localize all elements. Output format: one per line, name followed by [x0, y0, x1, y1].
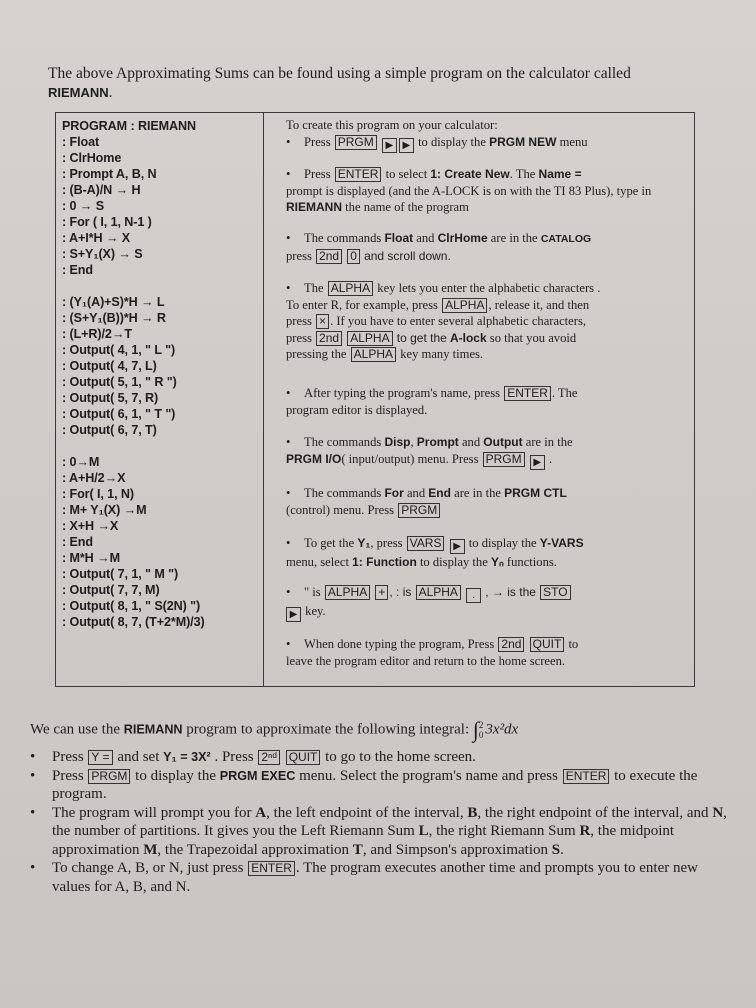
program-line: : 0→M	[62, 455, 100, 469]
var-n: N	[712, 804, 724, 821]
instruction-select	[286, 166, 666, 216]
prgm-key: PRGM	[398, 503, 440, 518]
menu-name: PRGM CTL	[504, 486, 567, 500]
integral-upper: 2	[478, 720, 484, 730]
program-line: : Output( 7, 7, M)	[62, 583, 160, 597]
enter-key: ENTER	[563, 769, 610, 784]
step-2	[30, 767, 730, 804]
instruction-text: to display the	[468, 536, 537, 550]
step-1	[30, 748, 730, 767]
alpha-key: ALPHA	[328, 281, 373, 296]
instruction-text: program editor is displayed.	[286, 402, 428, 417]
program-line: : (L+R)/2→T	[62, 327, 132, 341]
menu-name: PRGM NEW	[489, 134, 557, 149]
command-name: Output	[483, 435, 523, 449]
prompt-name: Name =	[538, 167, 582, 181]
usage-text: Press	[52, 767, 84, 784]
instruction-text: and	[461, 435, 481, 449]
multiply-key: ×	[316, 314, 329, 329]
prgm-key: PRGM	[88, 769, 130, 784]
intro-program-name: RIEMANN	[48, 85, 109, 100]
command-name: ClrHome	[437, 231, 488, 245]
alock-label: A-lock	[449, 330, 487, 345]
usage-text: To change A, B, or N, just press	[52, 860, 244, 876]
instruction-text: To get the	[304, 536, 355, 550]
intro-dot: .	[108, 84, 113, 101]
usage-text: , and Simpson's approximation	[362, 841, 549, 858]
alpha-key: ALPHA	[351, 347, 396, 362]
program-line: : Output( 4, 1, " L ")	[62, 343, 176, 357]
sto-key: STO	[540, 585, 570, 600]
enter-key: ENTER	[504, 386, 551, 401]
instruction-text: key lets you enter the alphabetic characters .	[377, 281, 601, 295]
instruction-commands	[286, 230, 666, 264]
var-l: L	[418, 823, 429, 839]
usage-text: and set	[117, 749, 160, 765]
usage-text: , the right endpoint of the interval, and	[477, 804, 709, 821]
program-line: : Output( 7, 1, " M ")	[62, 567, 179, 581]
instruction-text: pressing the	[286, 347, 347, 361]
program-line: : End	[62, 535, 93, 549]
right-arrow-key-icon: ▶	[399, 138, 414, 153]
usage-text: . The program executes another time and prompts you to enter new values for A, B, and N.	[52, 860, 698, 895]
instruction-vars	[286, 535, 666, 571]
bullet: •	[286, 281, 291, 295]
instruction-text: menu, select	[286, 555, 349, 569]
program-line: : For ( I, 1, N-1 )	[62, 215, 152, 229]
instruction-symbols	[286, 584, 666, 622]
instruction-create	[286, 117, 666, 153]
instruction-text: The commands	[304, 231, 382, 245]
usage-text: The program will prompt you for	[52, 804, 252, 821]
program-line	[62, 438, 205, 454]
usage-text: , the left endpoint of the interval,	[266, 804, 464, 821]
prgm-key: PRGM	[483, 452, 525, 467]
instruction-text: When done typing the program, Press	[304, 637, 495, 651]
program-line: : Output( 5, 7, R)	[62, 391, 159, 405]
program-name: RIEMANN	[123, 722, 183, 737]
instruction-text: to get the	[396, 330, 447, 345]
program-line: : A+I*H → X	[62, 231, 131, 245]
program-line: : (Y₁(A)+S)*H → L	[62, 295, 165, 309]
usage-text: .	[560, 841, 564, 858]
bullet: •	[286, 134, 291, 149]
usage-text: to execute the program.	[52, 767, 698, 802]
instruction-text: To create this program on your calculator:	[286, 118, 498, 132]
usage-section	[30, 717, 730, 896]
var-m: M	[143, 841, 158, 858]
2nd-key: 2nd	[498, 637, 524, 652]
program-line: : (S+Y₁(B))*H → R	[62, 311, 166, 325]
usage-text: to display the	[135, 767, 216, 784]
step-3	[30, 804, 730, 860]
usage-text: Press	[52, 749, 84, 765]
instruction-text: The commands	[304, 435, 382, 449]
program-line: : (B-A)/N → H	[62, 183, 141, 197]
instruction-text: ,	[410, 435, 414, 449]
instruction-io	[286, 434, 666, 470]
command-name: Prompt	[416, 435, 459, 449]
usage-text: menu. Select the program's name and press	[299, 767, 558, 784]
instruction-quit	[286, 636, 666, 669]
right-arrow-key-icon: ▶	[530, 455, 545, 470]
instruction-text: are in the	[490, 231, 538, 245]
instruction-text: to	[568, 637, 579, 651]
2nd-key: 2ⁿᵈ	[258, 750, 280, 765]
bullet: •	[286, 536, 291, 550]
step-4	[30, 859, 730, 896]
instruction-ctl	[286, 485, 666, 518]
zero-key: 0	[347, 249, 360, 264]
instruction-text: The	[304, 281, 324, 295]
program-line: : Output( 8, 1, " S(2N) ")	[62, 599, 201, 613]
bullet: •	[286, 585, 291, 599]
usage-text: , the right Riemann Sum	[428, 823, 576, 839]
2nd-key: 2nd	[316, 249, 342, 264]
alpha-key: ALPHA	[325, 585, 370, 600]
function-name: Y₁	[357, 536, 371, 550]
instruction-text: key.	[305, 604, 326, 618]
instruction-text: . The	[551, 386, 578, 400]
var-t: T	[352, 841, 363, 858]
instruction-text: functions.	[506, 555, 557, 569]
menu-name: PRGM I/O	[286, 451, 342, 466]
instruction-text: , release it, and then	[488, 297, 590, 312]
instruction-text: to display the	[419, 555, 488, 569]
usage-text: , the Trapezoidal approximation	[157, 841, 350, 858]
instruction-text: (control) menu. Press	[286, 502, 395, 517]
usage-text: We can use the	[30, 721, 120, 738]
alpha-key: ALPHA	[416, 585, 461, 600]
right-arrow-key-icon: ▶	[382, 138, 397, 153]
menu-name: CATALOG	[540, 233, 592, 245]
menu-item: 1: Function	[352, 555, 417, 569]
usage-text: . Press	[214, 749, 254, 765]
program-line: PROGRAM : RIEMANN	[62, 119, 197, 133]
bullet: •	[286, 386, 291, 400]
integral-line	[30, 717, 730, 743]
instruction-text: ( input/output) menu. Press	[341, 451, 479, 466]
instruction-text: key many times.	[400, 347, 484, 361]
usage-text: to go to the home screen.	[325, 749, 476, 765]
alpha-key: ALPHA	[347, 331, 392, 346]
var-a: A	[255, 804, 267, 821]
instruction-text: to select	[385, 167, 428, 181]
bullet: •	[286, 486, 291, 500]
intro-paragraph	[48, 64, 728, 102]
program-line: : 0 → S	[62, 199, 104, 213]
program-line: : M*H →M	[62, 551, 120, 565]
right-arrow-key-icon: ▶	[450, 539, 465, 554]
instruction-text: and scroll down.	[364, 248, 451, 263]
integrand: 3x²dx	[485, 721, 519, 738]
instruction-text: leave the program editor and return to the home screen.	[286, 653, 566, 668]
instruction-alpha	[286, 280, 666, 363]
program-line: : Output( 6, 1, " T ")	[62, 407, 176, 421]
command-name: Disp	[384, 435, 411, 449]
y-equals-key: Y =	[88, 750, 112, 765]
menu-item: 1: Create New	[430, 167, 510, 181]
2nd-key: 2nd	[316, 331, 342, 346]
command-name: End	[428, 486, 451, 500]
instruction-text: press	[286, 248, 312, 263]
usage-text: , the midpoint approximation	[52, 823, 675, 858]
instruction-text: and	[416, 231, 435, 245]
instruction-editor	[286, 385, 666, 418]
usage-text: , the number of partitions. It gives you the Left Riemann Sum	[52, 804, 727, 839]
menu-name: Y-VARS	[539, 536, 584, 550]
program-line: : Output( 5, 1, " R ")	[62, 375, 177, 389]
integral-lower: 0	[478, 730, 484, 740]
program-line: : Output( 6, 7, T)	[62, 423, 157, 437]
vars-key: VARS	[407, 536, 445, 551]
instruction-text: . The	[509, 167, 536, 181]
program-line: : Output( 8, 7, (T+2*M)/3)	[62, 615, 205, 629]
table-divider	[263, 112, 264, 687]
command-name: Float	[384, 231, 414, 245]
instruction-text: To enter R, for example, press	[286, 297, 438, 312]
function-definition: Y₁ = 3X²	[163, 750, 211, 764]
program-line: : ClrHome	[62, 151, 122, 165]
program-line: : For( I, 1, N)	[62, 487, 134, 501]
program-listing	[62, 118, 205, 630]
bullet: •	[286, 167, 291, 181]
instruction-text: , : is	[389, 585, 412, 599]
alpha-key: ALPHA	[442, 298, 487, 313]
instruction-text: Press	[304, 134, 331, 149]
program-line: : Float	[62, 135, 100, 149]
instruction-text: , press	[370, 536, 403, 550]
instruction-text: are in the	[454, 486, 501, 500]
function-name: Yₙ	[490, 555, 504, 569]
program-line	[62, 278, 205, 294]
plus-key: +	[375, 585, 388, 600]
program-name: RIEMANN	[286, 200, 342, 214]
program-line: : M+ Y₁(X) →M	[62, 503, 147, 517]
instruction-text: . If you have to enter several alphabetic characters,	[330, 314, 587, 328]
usage-text: program to approximate the following integral:	[186, 721, 470, 738]
right-arrow-key-icon: ▶	[286, 607, 301, 622]
var-s: S	[551, 841, 561, 858]
program-line: : Output( 4, 7, L)	[62, 359, 157, 373]
var-b: B	[467, 804, 478, 821]
intro-text: The above Approximating Sums can be found using a simple program on the calculator called	[48, 65, 631, 82]
instruction-text: After typing the program's name, press	[304, 386, 501, 400]
decimal-key-icon: .	[466, 588, 481, 603]
instruction-text: to display the	[418, 134, 486, 149]
instruction-text: The commands	[304, 486, 382, 500]
quit-key: QUIT	[286, 750, 321, 765]
program-line: : X+H →X	[62, 519, 119, 533]
instruction-text: and	[406, 486, 426, 500]
instruction-text: prompt is displayed (and the A-LOCK is on with the TI 83 Plus), type in	[286, 183, 652, 198]
instruction-text: the name of the program	[345, 200, 469, 214]
program-line: : Prompt A, B, N	[62, 167, 157, 181]
bullet: •	[286, 637, 291, 651]
instruction-text: press	[286, 330, 312, 345]
instruction-text: .	[548, 451, 553, 466]
program-line: : A+H/2→X	[62, 471, 126, 485]
bullet: •	[286, 435, 291, 449]
bullet: •	[286, 231, 291, 245]
command-name: For	[384, 486, 404, 500]
program-line: : End	[62, 263, 93, 277]
instruction-text: are in the	[525, 435, 573, 449]
prgm-key: PRGM	[335, 135, 377, 150]
instruction-text: so that you avoid	[489, 330, 577, 345]
quit-key: QUIT	[530, 637, 565, 652]
enter-key: ENTER	[248, 861, 295, 876]
instruction-text: Press	[304, 167, 331, 181]
program-line: : S+Y₁(X) → S	[62, 247, 143, 261]
integral-sign-icon: ∫	[472, 717, 479, 743]
integral-limits	[479, 720, 484, 740]
enter-key: ENTER	[335, 167, 382, 182]
menu-name: PRGM EXEC	[219, 768, 296, 783]
instruction-text: " is	[304, 585, 321, 599]
var-r: R	[579, 823, 591, 839]
instruction-text: menu	[559, 134, 588, 149]
instruction-text: , → is the	[485, 585, 536, 599]
instruction-text: press	[286, 314, 312, 328]
